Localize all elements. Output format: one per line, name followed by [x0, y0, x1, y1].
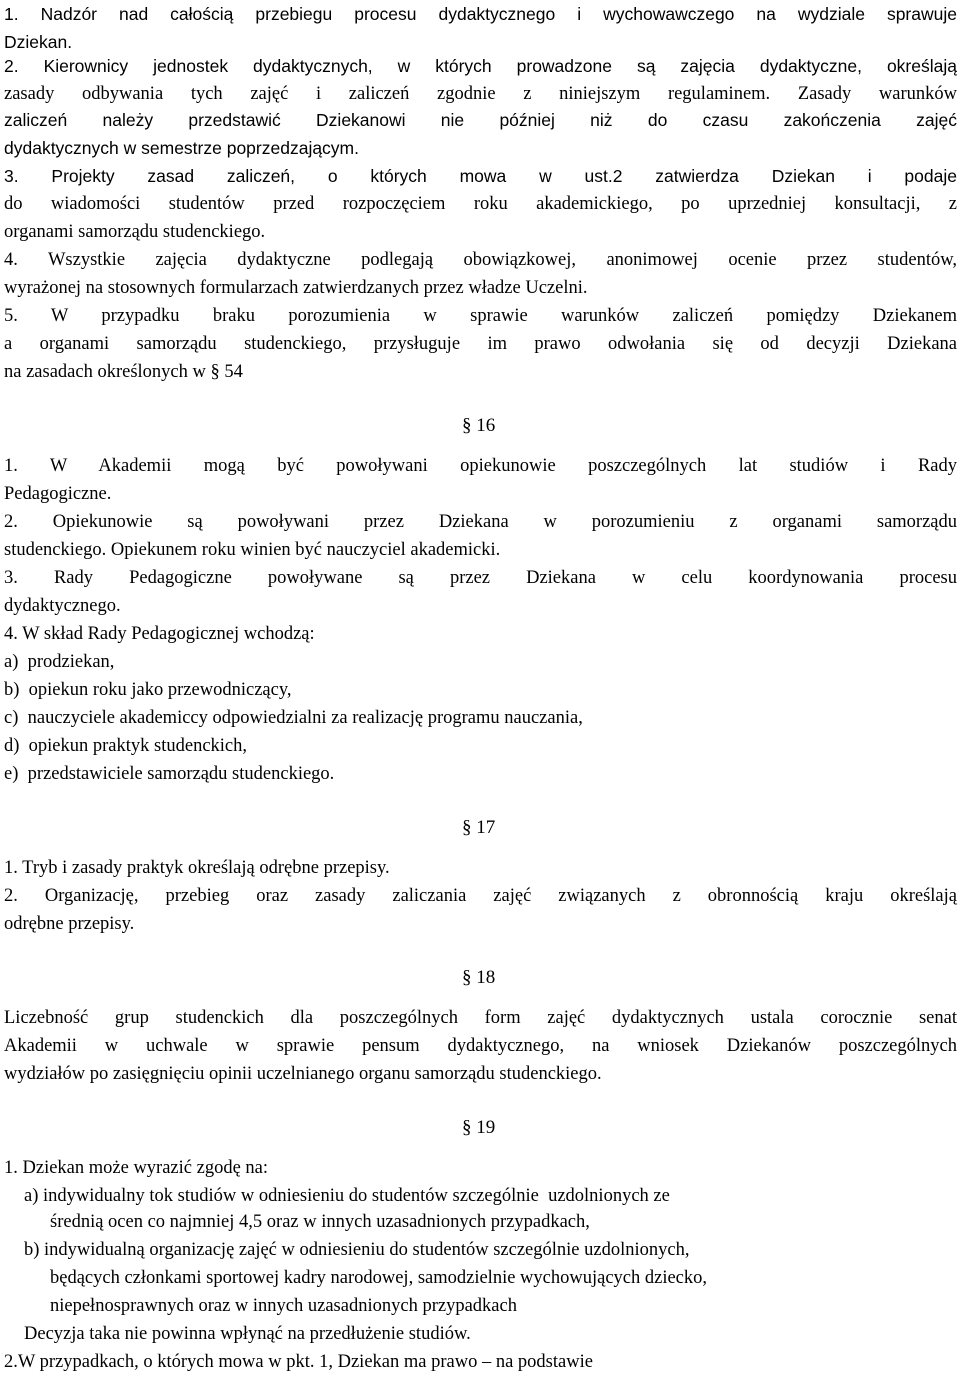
para19-item1b-line3: niepełnosprawnych oraz w innych uzasadnionych przypadkach — [50, 1296, 517, 1316]
para15-item2-line3: zaliczeń należy przedstawić Dziekanowi nie później niż do czasu zakończenia zajęć — [4, 110, 957, 130]
para15-item4-line1: 4. Wszystkie zajęcia dydaktyczne podlegają obowiązkowej, anonimowej ocenie przez studentów, — [4, 250, 957, 270]
para15-item3-line1: 3. Projekty zasad zaliczeń, o których mowa w ust.2 zatwierdza Dziekan i podaje — [4, 166, 957, 186]
section-17-heading: § 17 — [462, 817, 496, 838]
para15-item2-line1: 2. Kierownicy jednostek dydaktycznych, w których prowadzone są zajęcia dydaktyczne, określają — [4, 56, 957, 76]
para16-item4-line1: 4. W skład Rady Pedagogicznej wchodzą: — [4, 624, 315, 644]
para18-line2: Akademii w uchwale w sprawie pensum dydaktycznego, na wniosek Dziekanów poszczególnych — [4, 1036, 957, 1056]
para19-item1a-line1: a) indywidualny tok studiów w odniesieniu do studentów szczególnie uzdolnionych ze — [24, 1186, 670, 1206]
para19-item1b-line2: będących członkami sportowej kadry narodowej, samodzielnie wychowujących dziecko, — [50, 1268, 708, 1288]
list-item: b) opiekun roku jako przewodniczący, — [4, 680, 292, 700]
para15-item3-line3: organami samorządu studenckiego. — [4, 222, 266, 242]
list-item: e) przedstawiciele samorządu studenckiego. — [4, 764, 335, 784]
section-19-heading: § 19 — [462, 1117, 496, 1138]
para16-item3-line2: dydaktycznego. — [4, 596, 121, 616]
para19-item1a-line2: średnią ocen co najmniej 4,5 oraz w innych uzasadnionych przypadkach, — [50, 1212, 590, 1232]
para16-item3-line1: 3. Rady Pedagogiczne powoływane są przez Dziekana w celu koordynowania procesu — [4, 568, 957, 588]
para15-item5-line1: 5. W przypadku braku porozumienia w sprawie warunków zaliczeń pomiędzy Dziekanem — [4, 306, 957, 326]
para15-item5-line2: a organami samorządu studenckiego, przysługuje im prawo odwołania się od decyzji Dziekana — [4, 334, 957, 354]
para15-item3-line2: do wiadomości studentów przed rozpoczęciem roku akademickiego, po uprzedniej konsultacji, z — [4, 194, 957, 214]
para16-item2-line1: 2. Opiekunowie są powoływani przez Dziekana w porozumieniu z organami samorządu — [4, 512, 957, 532]
para17-item2-line2: odrębne przepisy. — [4, 914, 135, 934]
para19-item2-line1: 2.W przypadkach, o których mowa w pkt. 1, Dziekan ma prawo – na podstawie — [4, 1352, 593, 1372]
section-18-heading: § 18 — [462, 967, 496, 988]
list-item: a) prodziekan, — [4, 652, 115, 672]
para19-item1-line1: 1. Dziekan może wyrazić zgodę na: — [4, 1158, 269, 1178]
para19-item1b-line1: b) indywidualną organizację zajęć w odniesieniu do studentów szczególnie uzdolnionych, — [24, 1240, 690, 1260]
para15-item1-line1: 1. Nadzór nad całością przebiegu procesu dydaktycznego i wychowawczego na wydziale sprawuje — [4, 4, 957, 24]
para16-item1-line2: Pedagogiczne. — [4, 484, 112, 504]
para17-item2-line1: 2. Organizację, przebieg oraz zasady zaliczania zajęć związanych z obronnością kraju określają — [4, 886, 957, 906]
para15-item1-line2: Dziekan. — [4, 32, 73, 52]
para15-item5-line3: na zasadach określonych w § 54 — [4, 362, 243, 382]
para19-decision-note: Decyzja taka nie powinna wpłynąć na przedłużenie studiów. — [24, 1324, 471, 1344]
list-item: c) nauczyciele akademiccy odpowiedzialni za realizację programu nauczania, — [4, 708, 583, 728]
para16-item2-line2: studenckiego. Opiekunem roku winien być nauczyciel akademicki. — [4, 540, 501, 560]
para15-item2-line2: zasady odbywania tych zajęć i zaliczeń zgodnie z niniejszym regulaminem. Zasady warunków — [4, 84, 957, 104]
section-16-heading: § 16 — [462, 415, 496, 436]
list-item: d) opiekun praktyk studenckich, — [4, 736, 248, 756]
para18-line3: wydziałów po zasięgnięciu opinii uczelnianego organu samorządu studenckiego. — [4, 1064, 602, 1084]
para15-item2-line4: dydaktycznych w semestrze poprzedzającym. — [4, 138, 359, 158]
para15-item4-line2: wyrażonej na stosownych formularzach zatwierdzanych przez władze Uczelni. — [4, 278, 588, 298]
para16-item1-line1: 1. W Akademii mogą być powoływani opiekunowie poszczególnych lat studiów i Rady — [4, 456, 957, 476]
para17-item1-line1: 1. Tryb i zasady praktyk określają odrębne przepisy. — [4, 858, 390, 878]
para18-line1: Liczebność grup studenckich dla poszczególnych form zajęć dydaktycznych ustala corocznie senat — [4, 1008, 957, 1028]
